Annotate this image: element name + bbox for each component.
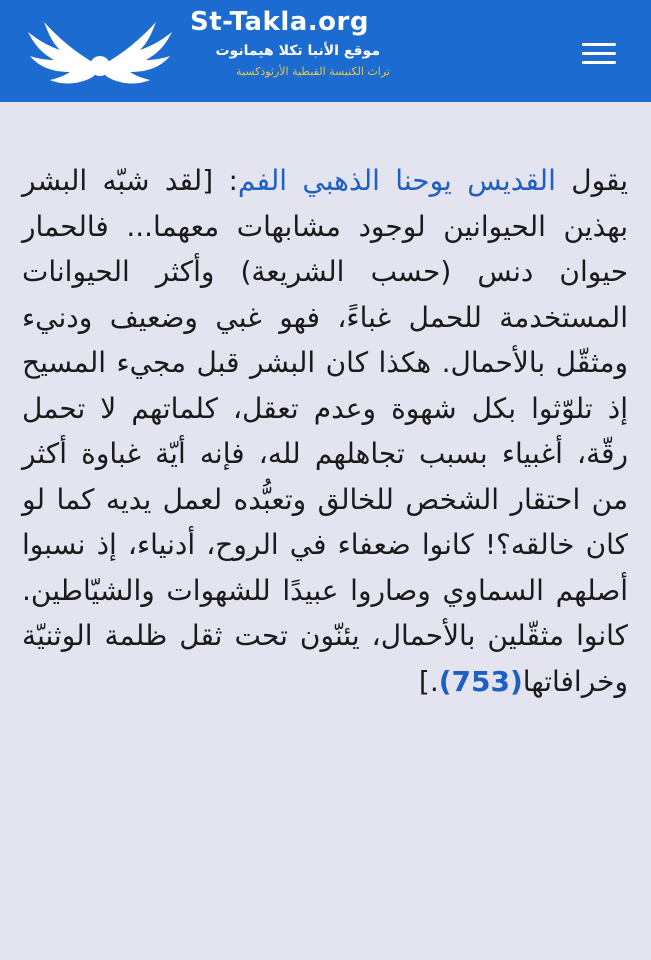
saint-name-link[interactable]: القديس يوحنا الذهبي الفم <box>237 164 556 197</box>
brand-block[interactable] <box>190 6 390 80</box>
winged-logo-icon[interactable] <box>24 14 176 94</box>
quote-closing: .] <box>418 664 439 698</box>
article-intro: يقول <box>555 164 628 197</box>
site-name[interactable]: St-Takla.org <box>190 7 369 37</box>
article-paragraph <box>22 158 628 704</box>
quote-text: : [لقد شبّه البشر بهذين الحيوانين لوجود مشابهات معهما... فالحمار حيوان دنس (حسب الشريعة) وأكثر الحيوانات المستخدمة للحمل غباءً، فهو غبي وضعيف ودنيء ومثقّل بالأحمال. هكذا كان البشر قبل مجيء المسيح إذ تلوّثوا بكل شهوة وعدم تعقل، كلماتهم لا تحمل رقّة، أغبياء بسبب تجاهلهم لله، فإنه أيّة غباوة أكثر من احتقار الشخص للخالق وتعبُّده لعمل يديه كما لو كان خالقه؟! كانوا ضعفاء في الروح، أدنياء، إذ نسبوا أصلهم السماوي وصاروا عبيدًا للشهوات والشيّاطين. كانوا مثقّلين بالأحمال، يئنّون تحت ثقل ظلمة الوثنيّة وخرافاتها <box>22 164 628 698</box>
site-header <box>0 0 651 102</box>
site-tagline: تراث الكنيسة القبطية الأرثوذكسية <box>236 65 390 78</box>
hamburger-menu-icon[interactable] <box>574 34 622 74</box>
site-subtitle: موقع الأنبا تكلا هيمانوت <box>215 43 380 59</box>
reference-link[interactable]: (753) <box>438 664 523 698</box>
